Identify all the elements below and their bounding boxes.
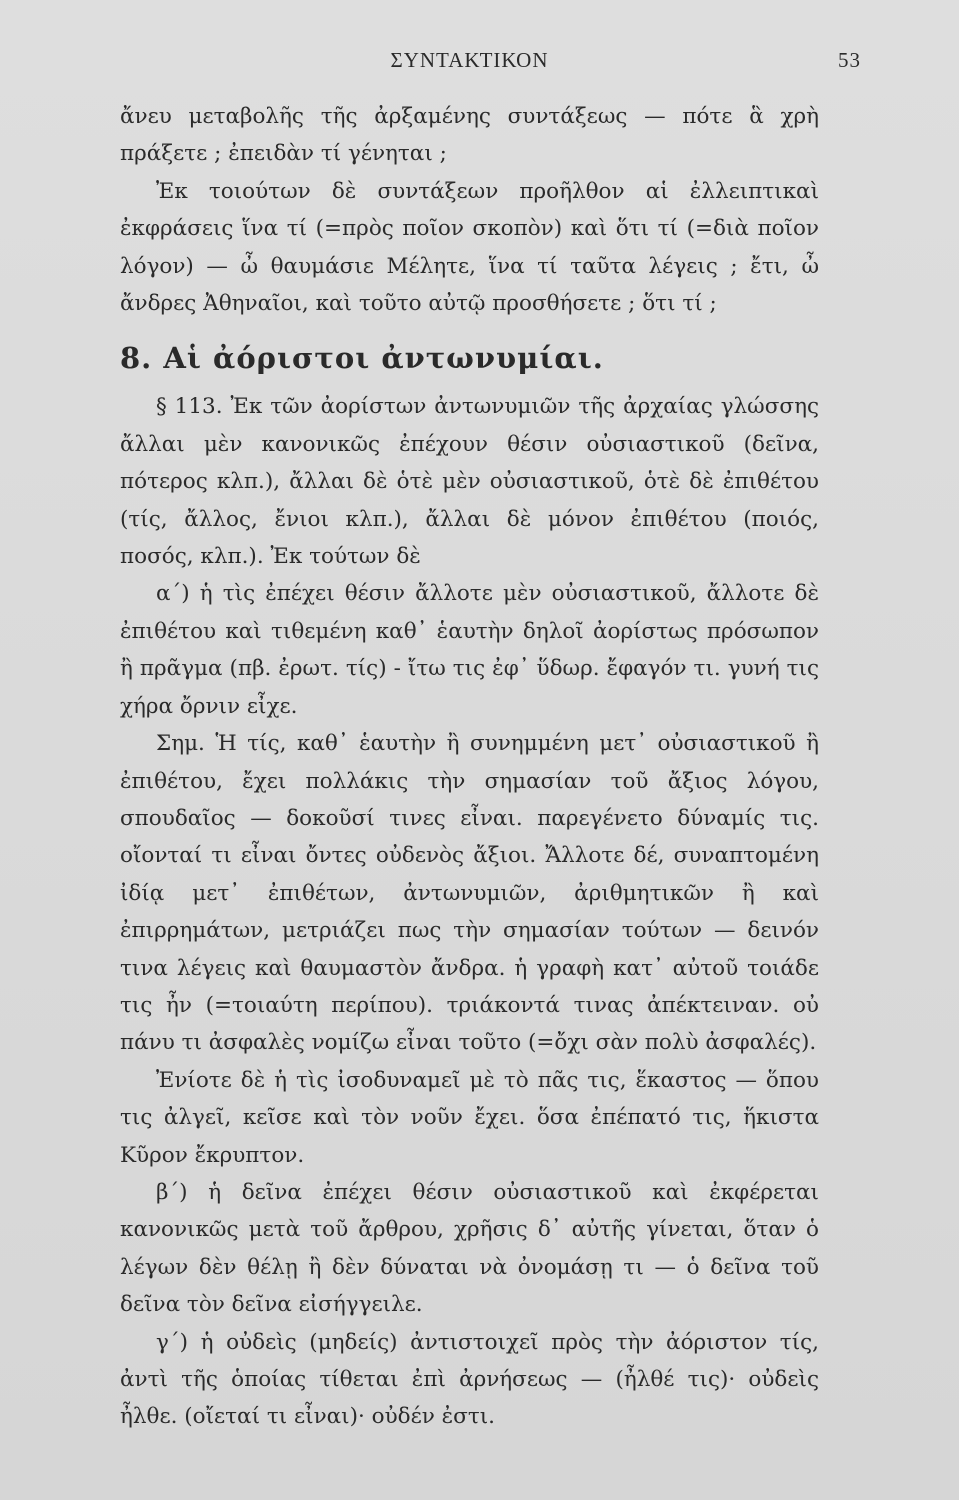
body-text [120, 98, 819, 1436]
paragraph: α΄) ἡ τὶς ἐπέχει θέσιν ἄλλοτε μὲν οὐσιαστικοῦ, ἄλλοτε δὲ ἐπιθέτου καὶ τιθεμένη καθ᾿ ἑαυτὴν δηλοῖ ἀορίστως πρόσωπον ἢ πρᾶγμα (πβ. ἐρωτ. τίς) - ἴτω τις ἐφ᾿ ὕδωρ. ἔφαγόν τι. γυνή τις χήρα ὄρνιν εἶχε. [120, 581, 819, 719]
paragraph: § 113. Ἐκ τῶν ἀορίστων ἀντωνυμιῶν τῆς ἀρχαίας γλώσσης ἄλλαι μὲν κανονικῶς ἐπέχουν θέσιν οὐσιαστικοῦ (δεῖνα, πότερος κλπ.), ἄλλαι δὲ ὁτὲ μὲν οὐσιαστικοῦ, ὁτὲ δὲ ἐπιθέτου (τίς, ἄλλος, ἔνιοι κλπ.), ἄλλαι δὲ μόνον ἐπιθέτου (ποιός, ποσός, κλπ.). Ἐκ τούτων δὲ [120, 394, 819, 570]
paragraph: Σημ. Ἡ τίς, καθ᾿ ἑαυτὴν ἢ συνημμένη μετ᾿ οὐσιαστικοῦ ἢ ἐπιθέτου, ἔχει πολλάκις τὴν σημασίαν τοῦ ἄξιος λόγου, σπουδαῖος — δοκοῦσί τινες εἶναι. παρεγένετο δύναμίς τις. οἴονταί τι εἶναι ὄντες οὐδενὸς ἄξιοι. Ἄλλοτε δέ, συναπτομένη ἰδίᾳ μετ᾿ ἐπιθέτων, ἀντωνυμιῶν, ἀριθμητικῶν ἢ καὶ ἐπιρρημάτων, μετριάζει πως τὴν σημασίαν τούτων — δεινόν τινα λέγεις καὶ θαυμαστὸν ἄνδρα. ἡ γραφὴ κατ᾿ αὐτοῦ τοιάδε τις ἦν (=τοιαύτη περίπου). τριάκοντά τινας ἀπέκτειναν. οὐ πάνυ τι ἀσφαλὲς νομίζω εἶναι τοῦτο (=ὄχι σὰν πολὺ ἀσφαλές). [120, 731, 819, 1056]
paragraph: β΄) ἡ δεῖνα ἐπέχει θέσιν οὐσιαστικοῦ καὶ ἐκφέρεται κανονικῶς μετὰ τοῦ ἄρθρου, χρῆσις δ᾿ αὐτῆς γίνεται, ὅταν ὁ λέγων δὲν θέλῃ ἢ δὲν δύναται νὰ ὀνομάσῃ τι — ὁ δεῖνα τοῦ δεῖνα τὸν δεῖνα εἰσήγγειλε. [120, 1179, 819, 1318]
paragraph: Ἐνίοτε δὲ ἡ τὶς ἰσοδυναμεῖ μὲ τὸ πᾶς τις, ἕκαστος — ὅπου τις ἀλγεῖ, κεῖσε καὶ τὸν νοῦν ἔχει. ὅσα ἐπέπατό τις, ἥκιστα Κῦρον ἔκρυπτον. [120, 1067, 819, 1168]
section-heading: 8. Αἱ ἀόριστοι ἀντωνυμίαι. [120, 341, 604, 376]
paragraph: Ἐκ τοιούτων δὲ συντάξεων προῆλθον αἱ ἐλλειπτικαὶ ἐκφράσεις ἵνα τί (=πρὸς ποῖον σκοπὸν) καὶ ὅτι τί (=διὰ ποῖον λόγον) — ὦ θαυμάσιε Μέλητε, ἵνα τί ταῦτα λέγεις ; ἔτι, ὦ ἄνδρες Ἀθηναῖοι, καὶ τοῦτο αὐτῷ προσθήσετε ; ὅτι τί ; [120, 178, 819, 317]
paragraph: ἄνευ μεταβολῆς τῆς ἀρξαμένης συντάξεως — πότε ἃ χρὴ πράξετε ; ἐπειδὰν τί γένηται ; [120, 104, 819, 167]
page-header [120, 48, 861, 98]
paragraph: γ΄) ἡ οὐδεὶς (μηδείς) ἀντιστοιχεῖ πρὸς τὴν ἀόριστον τίς, ἀντὶ τῆς ὁποίας τίθεται ἐπὶ ἀρνήσεως — (ἦλθέ τις)· οὐδεὶς ἦλθε. (οἴεταί τι εἶναι)· οὐδέν ἐστι. [120, 1329, 819, 1430]
running-title: ΣΥΝΤΑΚΤΙΚΟΝ [390, 48, 549, 72]
page-number: 53 [838, 48, 861, 72]
